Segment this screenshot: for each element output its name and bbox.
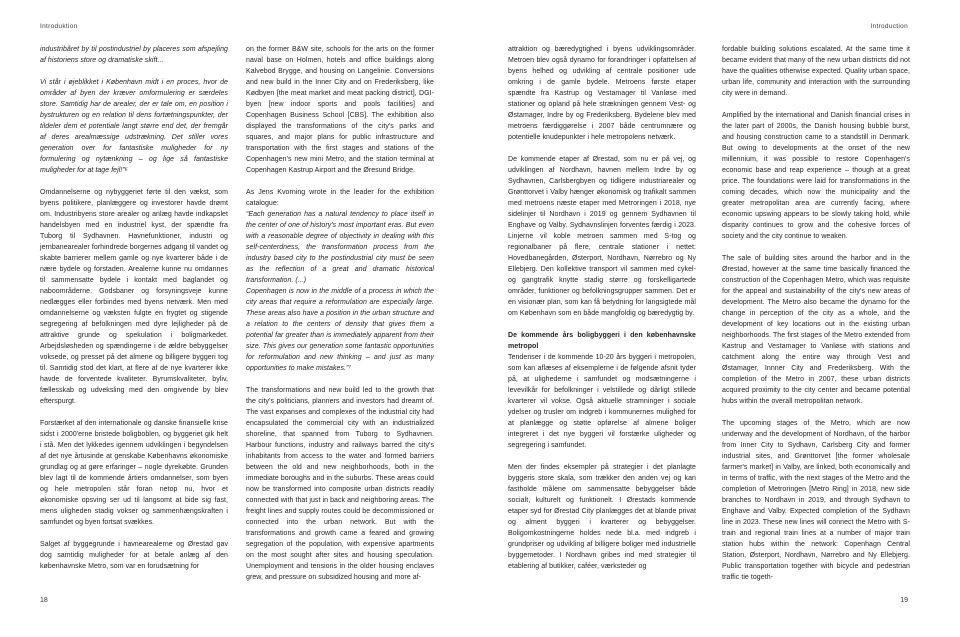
paragraph: fordable building solutions escalated. At the same time it became evident that many of the new urban districts did not have the qualities otherwise expected. Quality urban space, urban life, community and interaction with the surrounding city were in demand. xyxy=(722,46,910,97)
page-number-left: 18 xyxy=(40,597,48,604)
paragraph: industribåret by til postindustriel by placeres som afspejling af historiens store og dramatiske skift... xyxy=(40,46,228,64)
section-heading: De kommende års boligbyggeri i den københavnske metropol xyxy=(508,332,696,350)
running-header-left: Introduktion xyxy=(40,23,78,30)
paragraph: The sale of building sites around the harbor and in the Ørestad, however at the same time basically financed the construction of the Copenhagen Metro, which was requisite for the appeal and sustainability of the city's new areas of development. The Metro also became the dynamo for the change in perception of the city as a whole, and the development of key locations out in the existing urban neighborhoods. The first stages of the Metro extended from Kastrup and Vestamager to Vanløse with stations and catchment along the entire way through Vest and Østamager, Innner City and Frederiksberg. With the completion of the Metro in 2007, these urban districts acquired proximity to the city center and became potential hubs within the overall metropolitan network. xyxy=(722,255,910,405)
left-page-column-1 xyxy=(40,44,228,583)
right-page-column-2 xyxy=(722,44,910,594)
paragraph: Omdannelserne og nybyggeriet førte til den vækst, som byens politikere, planlæggere og investorer havde drømt om. Industribyens store arealer og anlæg havde indkapslet handelsbyen med en industriel kyst, der spændte fra Tuborg til Sydhavnen. Havnefunktioner, industri og jernbanearealer forhindrede borgernes adgang til vandet og skabte barrierer mellem gamle og nye kvarterer både i de nære bydele og forstaden. Arealerne kunne nu omdannes til sammensatte bydele i kontakt med baglandet og naboområderne. Godsbaner og forsyningsveje kunne nedlægges eller forbindes med byens netværk. Men med omdannelserne og væksten fulgte en frygtet og stigende segregering af befolkningen med dyre lejligheder på de attraktive grunde og spekulation i boligmarkedet. Arbejdsløsheden og spændingerne i de ældre bebyggelser voksede, og presset på det almene og billigere byggeri tog til. Samtidig stod det klart, at flere af de nye kvarterer ikke havde de forventede kvaliteter. Byrumskvaliteter, byliv, fællesskab og udveksling med den omgivende by blev efterspurgt. xyxy=(40,189,228,405)
paragraph: As Jens Kvorning wrote in the leader for the exhibition catalogue: xyxy=(246,189,434,207)
paragraph: “Each generation has a natural tendency to place itself in the center of one of history's most important eras. But even with a reasonable degree of objectivity in dealing with this self-centerdness, the transformation process from the industry based city to the postindustrial city must be seen as the reflection of a great and dramatic historical transformation. (...) xyxy=(246,211,434,284)
paragraph: Copenhagen is now in the middle of a process in which the city areas that require a reformulation are especially large. These areas also have a position in the urban structure and a relation to the centers of density that gives them a potential far greater than is immediately apparent from their size. This gives our generation some fantastic opportunities for reformulation and new thinking – and just as many opportunities to make mistakes.”⁷ xyxy=(246,288,434,372)
right-page-column-1 xyxy=(508,44,696,583)
paragraph: Vi står i øjeblikket i København midt i en proces, hvor de områder af byen der kræver omformulering er særdeles store. Samtidig har de arealer, der er tale om, en position i bystrukturen og en relation til dens fortætningspunkter, der tildeler dem et potentiale langt større end det, der fremgår af deres arealmæssige udstrækning. Det stiller vores generation over for fantastiske muligheder for ny formulering og nytænkning – og lige så fantastiske muligheder for at tage fejl!”⁶ xyxy=(40,79,228,174)
paragraph: The transformations and new build led to the growth that the city's politicians, planners and investors had dreamt of. The vast expanses and complexes of the industrial city had encapsulated the commercial city with an industrialized shoreline, that spanned from Tuborg to Sydhavnen. Harbour functions, industry and railways barred the city's inhabitants from access to the water and formed barriers between the old and new neighborhoods, both in the immediate boroughs and in the suburbs. These areas could now be transformed into composite urban districts readily connected with that just in back and neighboring areas. The freight lines and supply routes could be decommissioned or connected into the urban network. But with the transformations and growth came a feared and growing segregation of the population, with expensive apartments on the most sought after sites and housing speculation. Unemployment and tensions in the older housing enclaves grew, and pressure on subsidized housing and more af- xyxy=(246,387,434,581)
paragraph: on the former B&W site, schools for the arts on the former naval base on Holmen, hotels and office buildings along Kalvebod Brygge, and housing on Langelinie. Conversions and new build in the Inner City and on Frederiksberg, like Kødbyen [the meat market and meat packing district], DGI-byen [new indoor sports and pools facilities] and Copenhagen Business School [CBS]. The exhibition also displayed the transformations of the city's parks and squares, and major plans for public infrastructure and transportation with the first stages and stations of the Copenhagen's new mini Metro, and the station terminal at Copenhagen Kastrup Airport and the Øresund Bridge. xyxy=(246,46,434,174)
left-page-column-2 xyxy=(246,44,434,594)
paragraph: attraktion og bæredygtighed i byens udviklingsområder. Metroen blev også dynamo for forandringer i opfattelsen af byens helhed og udvikling af centrale positioner ude omkring i de gamle bydele. Metroens første etaper spændte fra Kastrup og Vestamager til Vanløse med stationer og opland på hele strækningen gennem Vest- og Østamager, Indre by og Frederiksberg. Bydelene blev med metroens færdiggørelse i 2007 både centrumnære og potentielle knudepunkter i hele metropolens netværk. xyxy=(508,46,696,141)
paragraph: Salget af byggegrunde i havnearealerne og Ørestad gav dog samtidig muligheder for at betale anlæg af den københavnske Metro, som var en forudsætning for xyxy=(40,541,228,570)
paragraph: Tendenser i de kommende 10-20 års byggeri i metropolen, som kan aflæses af eksemplerne i de følgende afsnit tyder på, at ulighederne i samfundet og modsætningerne i levevilkår for befolkninger i velstillede og dårligt stillede kvarterer vil vokse. Også aktuelle stramninger i sociale ydelser og trusler om indgreb i kommunernes mulighed for at planlægge og støtte opførelse af almene boliger integreret i det nye byggeri vil forstærke uligheder og segregering i samfundet. xyxy=(508,354,696,449)
paragraph: Amplified by the international and Danish financial crises in the later part of 2000s, the Danish housing bubble burst, and housing construction came to a standstill in Denmark. But owing to developments at the onset of the new millennium, it was possible to restore Copenhagen's economic base and reap experience – though at a great price. The foundations were laid for transformations in the coming decades, which now the municipality and the greater metropolitan area are currently facing, where economic upswing appears to be slowly taking hold, while disparity continues to grow and the cohesive forces of society and the city continue to weaken. xyxy=(722,112,910,240)
page-number-right: 19 xyxy=(900,597,908,604)
paragraph: Forstærket af den internationale og danske finansielle krise sidst i 2000'erne bristede boligboblen, og byggeriet gik helt i stå. Men det lykkedes igennem udviklingen i begyndelsen af det nye årtusinde at genskabe Københavns økonomiske grundlag og at gøre erfaringer – nogle dyrekøbte. Grunden blev lagt til de kommende årtiers omdannelser, som byen og hele metropolen står foran netop nu, hvor et økonomiske opsving ser ud til langsomt at bide sig fast, mens uligheden stadig vokser og sammenhængskraften i samfundet og byen fortsat svækkes. xyxy=(40,420,228,526)
paragraph: Men der findes eksempler på strategier i det planlagte byggeris store skala, som trækker den anden vej og kan fastholde målene om sammensatte bebyggelser både socialt, kulturelt og funktionelt. I Ørestads kommende etaper syd for Ørestad City planlægges det at blande privat og alment byggeri i kvarterer og bebyggelser. Boligomkostningerne holdes nede bl.a. med indgreb i grundpriser og udvikling af billigere boliger med industrielle byggemetoder. I Nordhavn gribes ind med strategier til etablering af butikker, caféer, værksteder og xyxy=(508,464,696,570)
paragraph: De kommende etaper af Ørestad, som nu er på vej, og udviklingen af Nordhavn, havnen mellem Indre by og Sydhavnen, Carlsbergbyen og tidligere industriarealer og Grønttorvet i Valby hænger økonomisk og trafikalt sammen med metroens næste etaper med Metroringen i 2018, nye sidelinjer til Nordhavn i 2019 og gennem Sydhavnen til Enghave og Valby. Sydhavnslinjen forventes færdig i 2023. Linjerne vil koble metroen sammen med S-tog og regionalbaner på flere, centrale stationer i nettet: Hovedbanegården, Østerport, Nordhavn, Nørrebro og Ny Ellebjerg. Den kollektive transport vil sammen med cykel- og gangtrafik knytte stadig større og forskelligartede områder, funktioner og befolkningsgrupper sammen. Det er en visionær plan, som kan få betydning for langsigtede mål om København som en både mangfoldig og bæredygtig by. xyxy=(508,156,696,317)
running-header-right: Introduction xyxy=(870,23,908,30)
paragraph: The upcoming stages of the Metro, which are now underway and the development of Nordhavn, of the harbor from Inner City to Sydhavn, Carlsberg City and former industrial sites, and Grønttorvet [the former wholesale farmer's market] in Valby, are linked, both economically and in terms of traffic, with the next stages of the Metro and the completion of Metroringen [Metro Ring] in 2018, new side branches to Nordhavn in 2019, and through Sydhavn to Enghave and Valby. Expected completion of the Sydhavn line in 2023. These new lines will connect the Metro with S-train and regional train lines at a number of major train station hubs within the network: Copenhagn Central Station, Østerport, Nordhavn, Nørrebro and Ny Ellebjerg. Public transportation together with bicycle and pedestrian traffic tie togeth- xyxy=(722,420,910,581)
